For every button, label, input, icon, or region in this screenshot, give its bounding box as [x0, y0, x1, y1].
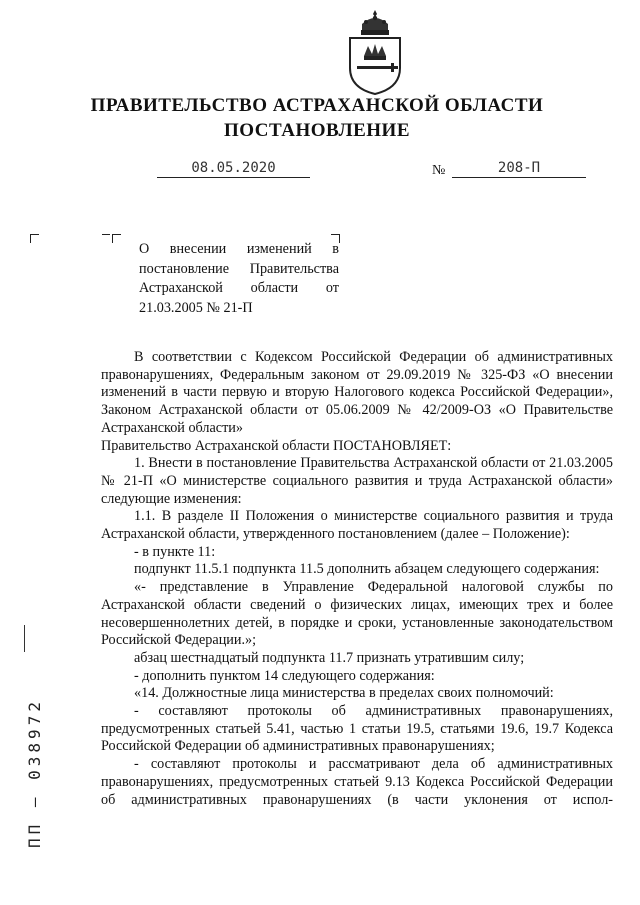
document-date: 08.05.2020: [157, 160, 310, 178]
paragraph: - дополнить пунктом 14 следующего содержания:: [134, 667, 435, 684]
paragraph: В соответствии с Кодексом Российской Федерации об административных правонарушениях, Федеральным законом от 29.09.2019 № 325-ФЗ «О внесении изменений в части первую и вторую Налогового кодекса Российской Федерации», Законом Астраханской области от 05.06.2009 № 42/2009-ОЗ «О Правительстве Астраханской области»: [101, 349, 613, 436]
side-stamp-number: ПП – 038972: [25, 698, 44, 848]
paragraph: 1. Внести в постановление Правительства Астраханской области от 21.03.2005 № 21-П «О министерстве социального развития и труда Астраханской области» следующие изменения:: [101, 455, 613, 507]
corner-mark: [112, 234, 121, 243]
astrakhan-coat-of-arms-icon: [344, 8, 406, 96]
document-kind: ПОСТАНОВЛЕНИЕ: [223, 120, 411, 141]
paragraph: Правительство Астраханской области ПОСТАНОВЛЯЕТ:: [101, 437, 452, 454]
number-label: №: [432, 163, 446, 178]
government-name: ПРАВИТЕЛЬСТВО АСТРАХАНСКОЙ ОБЛАСТИ: [90, 95, 544, 116]
document-subject: О внесении изменений в постановление Правительства Астраханской области от 21.03.2005 № 21-П: [139, 241, 339, 316]
side-rule: [24, 625, 25, 652]
corner-mark: [30, 234, 39, 243]
document-body: [101, 349, 613, 809]
paragraph: 1.1. В разделе II Положения о министерстве социального развития и труда Астраханской области, утвержденного постановлением (далее – Положение):: [101, 508, 613, 543]
paragraph: абзац шестнадцатый подпункта 11.7 признать утратившим силу;: [134, 649, 525, 666]
paragraph: - составляют протоколы об административных правонарушениях, предусмотренных статьей 5.41, частью 1 статьи 19.5, статьями 19.6, 19.7 Кодекса Российской Федерации об административных правонарушениях;: [101, 703, 613, 755]
paragraph: - в пункте 11:: [134, 543, 216, 560]
corner-mark: [102, 234, 110, 243]
paragraph: подпункт 11.5.1 подпункта 11.5 дополнить абзацем следующего содержания:: [134, 561, 600, 578]
paragraph: - составляют протоколы и рассматривают дела об административных правонарушениях, предусмотренных статьей 9.13 Кодекса Российской Федерации об административных правонарушениях (в части уклонения от испол-: [101, 756, 613, 808]
paragraph: «14. Должностные лица министерства в пределах своих полномочий:: [134, 685, 554, 702]
document-number: 208-П: [452, 160, 586, 178]
paragraph: «- представление в Управление Федеральной налоговой службы по Астраханской области сведений о физических лицах, имеющих трех и более несовершеннолетних детей, в порядке и сроки, установленные законодательством Российской Федерации.»;: [101, 579, 613, 649]
